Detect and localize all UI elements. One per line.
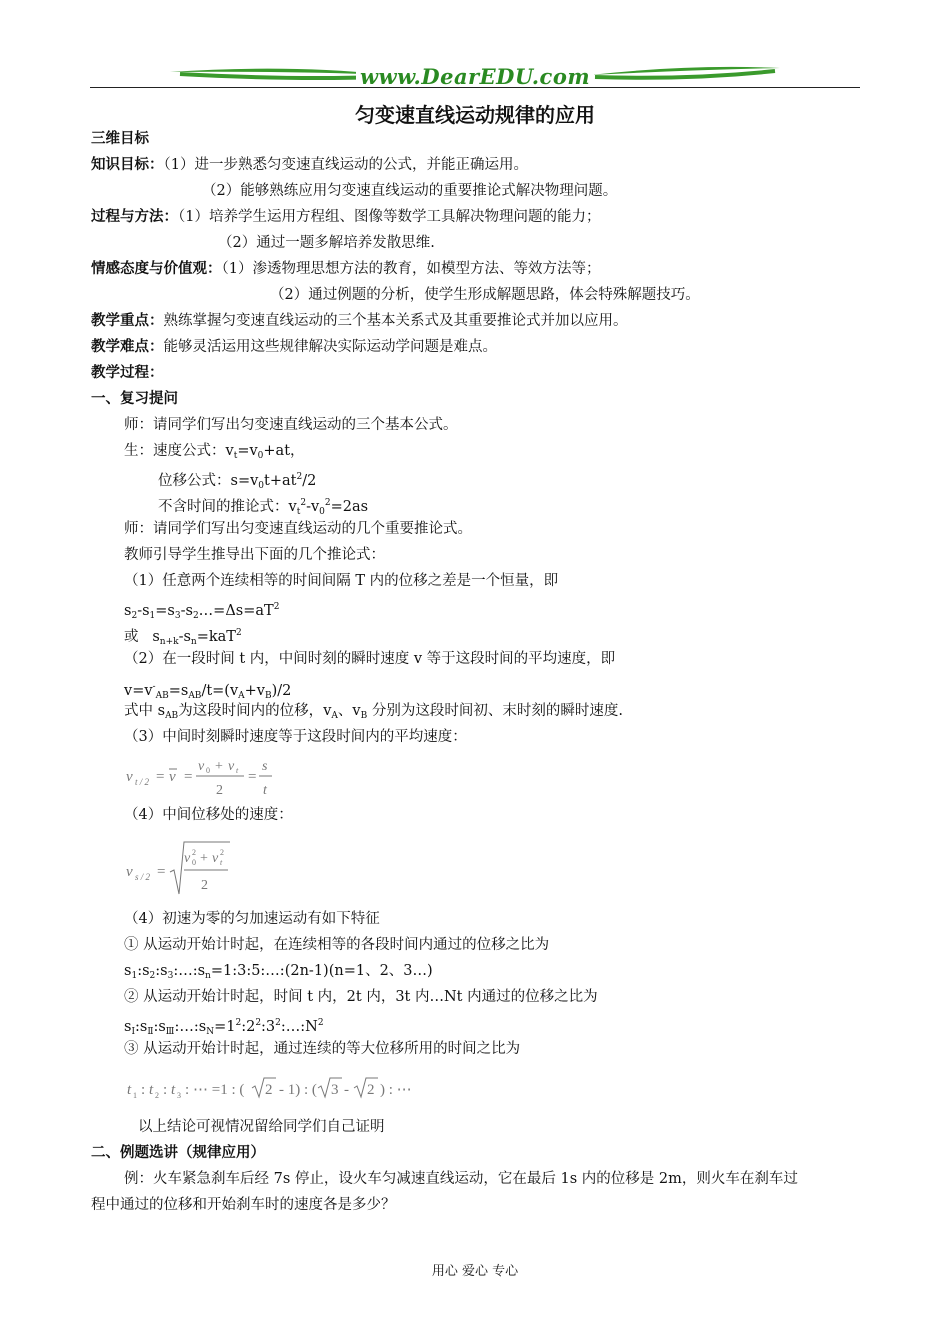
feature-2: ② 从运动开始计时起，时间 t 内，2t 内，3t 内…Nt 内通过的位移之比为 xyxy=(124,989,598,1005)
site-banner xyxy=(90,62,860,90)
corollary-2-note: 式中 $s_{AB}$为这段时间内的位移，$v_A$、$v_B$ 分别为这段时间初、末时刻的瞬时速度. xyxy=(124,703,623,721)
svg-text:v: v xyxy=(169,769,176,785)
svg-text:v: v xyxy=(228,759,235,774)
svg-text:0: 0 xyxy=(192,858,196,867)
svg-text:) : ⋯: ) : ⋯ xyxy=(380,1082,412,1098)
goals-heading: 三维目标 xyxy=(91,131,149,147)
svg-text::: : xyxy=(163,1082,168,1098)
attitude-line-2: （2）通过例题的分析，使学生形成解题思路，体会特殊解题技巧。 xyxy=(270,287,700,303)
svg-text:1: 1 xyxy=(133,1091,137,1100)
svg-text::: : xyxy=(185,1082,190,1098)
corollary-5: （4）初速为零的匀加速运动有如下特征 xyxy=(124,911,380,927)
svg-text:t / 2: t / 2 xyxy=(135,777,150,787)
example-line-2: 程中通过的位移和开始刹车时的速度各是多少？ xyxy=(91,1197,396,1213)
svg-text:0: 0 xyxy=(206,766,210,775)
svg-text:2: 2 xyxy=(220,848,224,857)
svg-text:- 1) : (: - 1) : ( xyxy=(279,1082,317,1098)
svg-text:s: s xyxy=(262,759,268,774)
corollary-4: （4）中间位移处的速度： xyxy=(124,807,293,823)
process-heading: 教学过程： xyxy=(91,365,164,381)
feature-3: ③ 从运动开始计时起，通过连续的等大位移所用的时间之比为 xyxy=(124,1041,521,1057)
process-line-2: （2）通过一题多解培养发散思维. xyxy=(218,235,435,251)
svg-text:+: + xyxy=(200,851,208,866)
feature-2-formula: $s_Ⅰ:s_Ⅱ:s_Ⅲ:\dots:s_N=1^2:2^2:3^2:\dots:N^2$ xyxy=(124,1018,324,1037)
svg-text:=: = xyxy=(156,769,165,785)
svg-text:2: 2 xyxy=(367,1082,375,1098)
section-1-heading: 一、复习提问 xyxy=(91,391,178,407)
site-logo-text: www.DearEDU.com xyxy=(356,64,594,89)
page-title: 匀变速直线运动规律的应用 xyxy=(355,103,595,127)
no-time-formula: 不含时间的推论式：$v_t^2-v_0^2=2as$ xyxy=(158,498,369,517)
svg-text:t: t xyxy=(149,1082,154,1098)
svg-text::: : xyxy=(141,1082,146,1098)
corollary-2-formula: $v=v^-_{AB}=s_{AB}/t=(v_A+v_B)/2$ xyxy=(124,682,292,701)
svg-text:t: t xyxy=(236,766,239,775)
knowledge-line-2: （2）能够熟练应用匀变速直线运动的重要推论式解决物理问题。 xyxy=(202,183,618,199)
corollary-2: （2）在一段时间 t 内，中间时刻的瞬时速度 v 等于这段时间的平均速度，即 xyxy=(124,651,616,667)
svg-text:v: v xyxy=(126,864,133,880)
svg-text:=: = xyxy=(184,769,193,785)
svg-text:t: t xyxy=(171,1082,176,1098)
page-footer: 用心 爱心 专心 xyxy=(431,1264,519,1279)
velocity-formula: 生：速度公式：$v_t=v_0+at$， xyxy=(124,443,305,461)
teacher-guide: 教师引导学生推导出下面的几个推论式： xyxy=(124,547,385,563)
knowledge-line-1: 知识目标：（1）进一步熟悉匀变速直线运动的公式，并能正确运用。 xyxy=(91,157,528,173)
svg-text:2: 2 xyxy=(192,848,196,857)
teacher-question-2: 师：请同学们写出匀变速直线运动的几个重要推论式。 xyxy=(124,521,472,537)
corollary-1: （1）任意两个连续相等的时间间隔 T 内的位移之差是一个恒量，即 xyxy=(124,573,559,589)
svg-text:s / 2: s / 2 xyxy=(135,872,151,882)
feature-1: ① 从运动开始计时起，在连续相等的各段时间内通过的位移之比为 xyxy=(124,937,550,953)
svg-text:3: 3 xyxy=(177,1091,181,1100)
svg-text:2: 2 xyxy=(216,783,223,798)
difficulty-point: 教学难点：能够灵活运用这些规律解决实际运动学问题是难点。 xyxy=(91,339,497,355)
svg-text:v: v xyxy=(212,851,219,866)
header-rule xyxy=(90,87,860,88)
process-line-1: 过程与方法：（1）培养学生运用方程组、图像等数学工具解决物理问题的能力； xyxy=(91,209,601,225)
svg-text:2: 2 xyxy=(265,1082,273,1098)
section-2-heading: 二、例题选讲（规律应用） xyxy=(91,1145,265,1161)
svg-text:-: - xyxy=(344,1082,349,1098)
svg-text:2: 2 xyxy=(201,878,208,893)
svg-text:=: = xyxy=(248,769,257,785)
corollary-3: （3）中间时刻瞬时速度等于这段时间内的平均速度： xyxy=(124,729,467,745)
svg-text:⋯ =1 : (: ⋯ =1 : ( xyxy=(193,1082,245,1098)
key-point: 教学重点：熟练掌握匀变速直线运动的三个基本关系式及其重要推论式并加以应用。 xyxy=(91,313,628,329)
corollary-1-alt: 或 $s_{n+k}-s_n=kaT^2$ xyxy=(124,628,242,647)
mid-position-velocity-formula xyxy=(124,838,284,898)
svg-text:v: v xyxy=(198,759,205,774)
svg-text:=: = xyxy=(157,864,166,880)
conclusion-note: 以上结论可视情况留给同学们自己证明 xyxy=(138,1119,385,1135)
svg-text:3: 3 xyxy=(331,1082,339,1098)
svg-text:2: 2 xyxy=(155,1091,159,1100)
example-line-1: 例：火车紧急刹车后经 7s 停止，设火车匀减速直线运动，它在最后 1s 内的位移是 2m，则火车在刹车过 xyxy=(124,1171,798,1187)
svg-text:v: v xyxy=(126,769,133,785)
equal-displacement-time-formula xyxy=(124,1070,444,1104)
svg-text:t: t xyxy=(220,858,223,867)
displacement-formula: 位移公式：$s=v_0t+at^2/2$ xyxy=(158,472,317,491)
mid-time-velocity-formula xyxy=(124,752,304,800)
teacher-question-1: 师：请同学们写出匀变速直线运动的三个基本公式。 xyxy=(124,417,458,433)
feature-1-formula: $s_1:s_2:s_3:\dots:s_n=1:3:5:\dots:(2n-1)(n=1$、2、3…) xyxy=(124,963,433,981)
svg-text:+: + xyxy=(215,759,223,774)
svg-text:v: v xyxy=(184,851,191,866)
corollary-1-formula: $s_2-s_1=s_3-s_2\dots=\Delta s=aT^2$ xyxy=(124,602,280,621)
svg-text:t: t xyxy=(127,1082,132,1098)
attitude-line-1: 情感态度与价值观：（1）渗透物理思想方法的教育，如模型方法、等效方法等； xyxy=(91,261,601,277)
svg-text:t: t xyxy=(263,783,267,798)
